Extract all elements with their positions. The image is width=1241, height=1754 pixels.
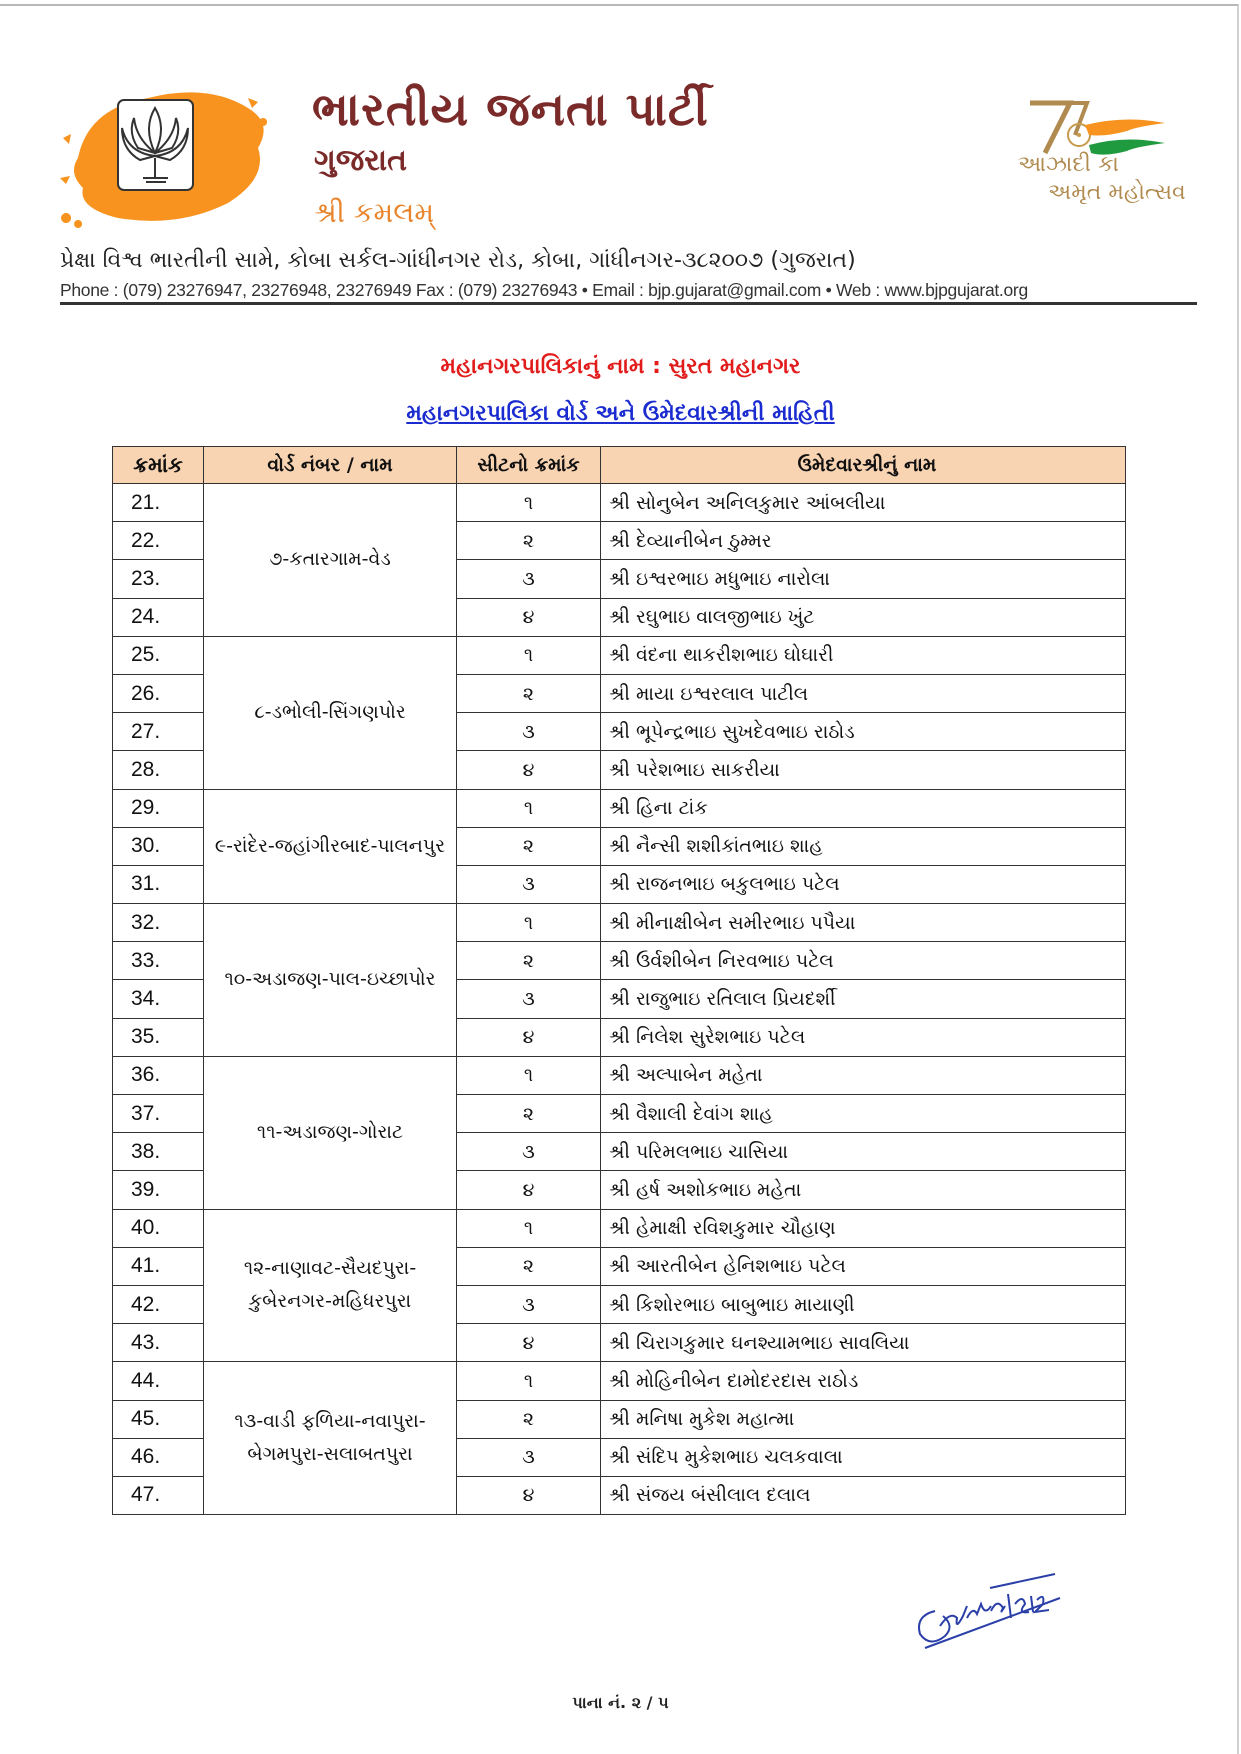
serial-number: 43. (113, 1324, 204, 1362)
corporation-subtitle: મહાનગરપાલિકા વોર્ડ અને ઉમેદવારશ્રીની માહિતી (406, 401, 835, 426)
candidate-name: શ્રી કિશોરભાઇ બાબુભાઇ માયાણી (601, 1285, 1126, 1323)
seat-number: ૩ (457, 980, 601, 1018)
serial-number: 42. (113, 1285, 204, 1323)
seat-number: ૧ (457, 904, 601, 942)
serial-number: 30. (113, 827, 204, 865)
ward-name: ૧૦-અડાજણ-પાલ-ઇચ્છાપોર (204, 904, 457, 1057)
serial-number: 23. (113, 560, 204, 598)
candidate-name: શ્રી હેમાક્ષી રવિશકુમાર ચૌહાણ (601, 1209, 1126, 1247)
ward-name: ૭-કતારગામ-વેડ (204, 484, 457, 637)
seat-number: ૩ (457, 1438, 601, 1476)
office-address: પ્રેક્ષા વિશ્વ ભારતીની સામે, કોબા સર્કલ-ગાંધીનગર રોડ, કોબા, ગાંધીનગર-૩૮૨૦૦૭ (ગુજરાત) (60, 248, 856, 273)
signature (905, 1556, 1065, 1656)
contact-info: Phone : (079) 23276947, 23276948, 23276949 Fax : (079) 23276943 • Email : bjp.gujarat@gmail.com • Web : www.bjpgujarat.org (60, 280, 1028, 300)
corporation-title: મહાનગરપાલિકાનું નામ : સુરત મહાનગર (440, 354, 801, 379)
ward-name: ૧૩-વાડી ફળિયા-નવાપુરા-બેગમપુરા-સલાબતપુરા (204, 1362, 457, 1515)
org-title: ભારતીય જનતા પાર્ટી (312, 82, 709, 136)
candidate-name: શ્રી રાજનભાઇ બકુલભાઇ પટેલ (601, 865, 1126, 903)
serial-number: 44. (113, 1362, 204, 1400)
serial-number: 31. (113, 865, 204, 903)
candidate-name: શ્રી ચિરાગકુમાર ઘનશ્યામભાઇ સાવલિયા (601, 1324, 1126, 1362)
serial-number: 26. (113, 674, 204, 712)
org-office: શ્રી કમલમ્ (314, 196, 435, 229)
serial-number: 47. (113, 1476, 204, 1514)
seat-number: ૧ (457, 484, 601, 522)
seat-number: ૧ (457, 1362, 601, 1400)
table-row (113, 1209, 1126, 1247)
ward-name: ૧૧-અડાજણ-ગોરાટ (204, 1056, 457, 1209)
candidate-name: શ્રી હિના ટાંક (601, 789, 1126, 827)
candidate-name: શ્રી મનિષા મુકેશ મહાત્મા (601, 1400, 1126, 1438)
serial-number: 45. (113, 1400, 204, 1438)
serial-number: 24. (113, 598, 204, 636)
candidate-name: શ્રી મીનાક્ષીબેન સમીરભાઇ પપૈયા (601, 904, 1126, 942)
table-header-row (113, 447, 1126, 484)
seat-number: ૨ (457, 1400, 601, 1438)
candidate-name: શ્રી વંદના થાકરીશભાઇ ઘોઘારી (601, 636, 1126, 674)
seat-number: ૩ (457, 1285, 601, 1323)
candidate-name: શ્રી મોહિનીબેન દામોદરદાસ રાઠોડ (601, 1362, 1126, 1400)
seat-number: ૧ (457, 789, 601, 827)
seat-number: ૨ (457, 522, 601, 560)
seat-number: ૧ (457, 1056, 601, 1094)
serial-number: 32. (113, 904, 204, 942)
candidate-name: શ્રી સંજય બંસીલાલ દલાલ (601, 1476, 1126, 1514)
seat-number: ૧ (457, 636, 601, 674)
candidate-name: શ્રી દેવ્યાનીબેન ઠુમ્મર (601, 522, 1126, 560)
table-row (113, 1056, 1126, 1094)
header-seat: સીટનો ક્રમાંક (457, 447, 601, 484)
candidate-name: શ્રી ઇશ્વરભાઇ મધુભાઇ નારોલા (601, 560, 1126, 598)
ward-name: ૯-રાંદેર-જહાંગીરબાદ-પાલનપુર (204, 789, 457, 904)
seat-number: ૪ (457, 598, 601, 636)
serial-number: 37. (113, 1095, 204, 1133)
table-row (113, 636, 1126, 674)
serial-number: 33. (113, 942, 204, 980)
seat-number: ૪ (457, 1476, 601, 1514)
org-state: ગુજરાત (314, 143, 408, 178)
seat-number: ૨ (457, 674, 601, 712)
serial-number: 38. (113, 1133, 204, 1171)
candidate-name: શ્રી નિલેશ સુરેશભાઇ પટેલ (601, 1018, 1126, 1056)
serial-number: 35. (113, 1018, 204, 1056)
candidate-name: શ્રી ભૂપેન્દ્રભાઇ સુખદેવભાઇ રાઠોડ (601, 713, 1126, 751)
ward-name: ૧૨-નાણાવટ-સૈયદપુરા-કુબેરનગર-મહિધરપુરા (204, 1209, 457, 1362)
azadi-text-line2: અમૃત મહોત્સવ (1048, 180, 1186, 205)
seat-number: ૪ (457, 1171, 601, 1209)
candidate-name: શ્રી પરિમલભાઇ ચાસિયા (601, 1133, 1126, 1171)
serial-number: 40. (113, 1209, 204, 1247)
seat-number: ૪ (457, 751, 601, 789)
header-serial: ક્રમાંક (113, 447, 204, 484)
header-ward: વોર્ડ નંબર / નામ (204, 447, 457, 484)
serial-number: 29. (113, 789, 204, 827)
seat-number: ૪ (457, 1324, 601, 1362)
header-divider (60, 302, 1197, 305)
serial-number: 27. (113, 713, 204, 751)
table-row (113, 484, 1126, 522)
candidate-name: શ્રી રઘુભાઇ વાલજીભાઇ ખુંટ (601, 598, 1126, 636)
seat-number: ૨ (457, 942, 601, 980)
candidate-name: શ્રી પરેશભાઇ સાકરીયા (601, 751, 1126, 789)
azadi-text-line1: આઝાદી કા (1018, 152, 1119, 177)
serial-number: 22. (113, 522, 204, 560)
serial-number: 46. (113, 1438, 204, 1476)
serial-number: 34. (113, 980, 204, 1018)
seat-number: ૧ (457, 1209, 601, 1247)
serial-number: 39. (113, 1171, 204, 1209)
serial-number: 41. (113, 1247, 204, 1285)
candidate-name: શ્રી વૈશાલી દેવાંગ શાહ (601, 1095, 1126, 1133)
table-row (113, 789, 1126, 827)
seat-number: ૩ (457, 713, 601, 751)
table-row (113, 904, 1126, 942)
table-row (113, 1362, 1126, 1400)
candidates-table (112, 446, 1126, 1515)
candidate-name: શ્રી સોનુબેન અનિલકુમાર આંબલીયા (601, 484, 1126, 522)
table-body (113, 484, 1126, 1515)
candidate-name: શ્રી નૈન્સી શશીકાંતભાઇ શાહ (601, 827, 1126, 865)
candidate-name: શ્રી આરતીબેન હેનિશભાઇ પટેલ (601, 1247, 1126, 1285)
page-number: પાના નં. ૨ / ૫ (572, 1693, 669, 1712)
serial-number: 28. (113, 751, 204, 789)
candidate-name: શ્રી અલ્પાબેન મહેતા (601, 1056, 1126, 1094)
header-candidate-name: ઉમેદવારશ્રીનું નામ (601, 447, 1126, 484)
seat-number: ૩ (457, 865, 601, 903)
seat-number: ૨ (457, 1247, 601, 1285)
bjp-lotus-logo (58, 78, 283, 228)
seat-number: ૩ (457, 1133, 601, 1171)
candidate-name: શ્રી રાજુભાઇ રતિલાલ પ્રિયદર્શી (601, 980, 1126, 1018)
candidate-name: શ્રી ઉર્વશીબેન નિરવભાઇ પટેલ (601, 942, 1126, 980)
serial-number: 25. (113, 636, 204, 674)
candidate-name: શ્રી સંદિપ મુકેશભાઇ ચલકવાલા (601, 1438, 1126, 1476)
serial-number: 36. (113, 1056, 204, 1094)
seat-number: ૪ (457, 1018, 601, 1056)
serial-number: 21. (113, 484, 204, 522)
ward-name: ૮-ડભોલી-સિંગણપોર (204, 636, 457, 789)
candidate-name: શ્રી માયા ઇશ્વરલાલ પાટીલ (601, 674, 1126, 712)
candidate-name: શ્રી હર્ષ અશોકભાઇ મહેતા (601, 1171, 1126, 1209)
seat-number: ૩ (457, 560, 601, 598)
seat-number: ૨ (457, 1095, 601, 1133)
seat-number: ૨ (457, 827, 601, 865)
